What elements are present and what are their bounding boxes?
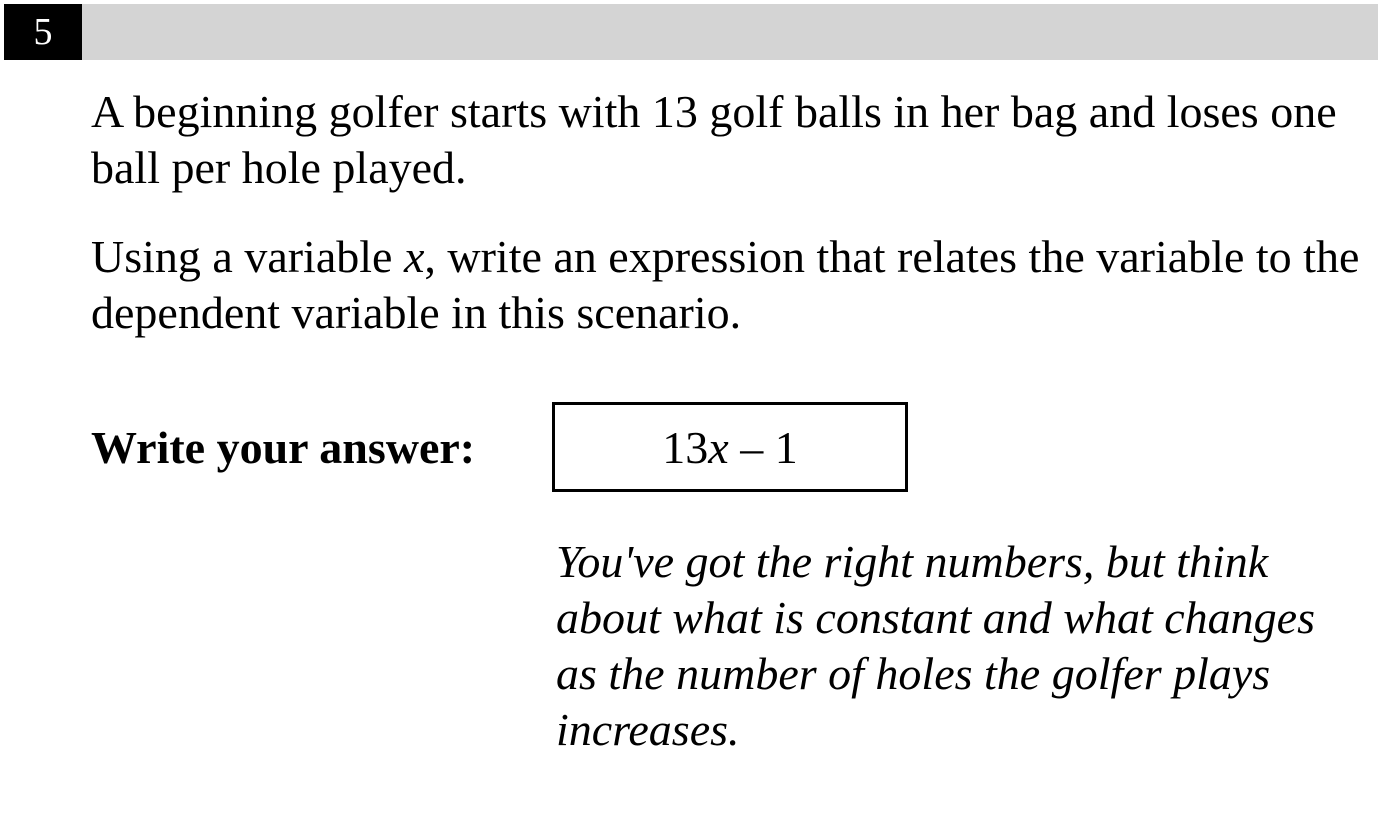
feedback-message: You've got the right numbers, but think about what is constant and what changes as the number of holes the golfer plays increases. (556, 536, 1315, 755)
prompt-text-end: , write an expression that relates the variable to the dependent variable in this scenario. (91, 231, 1360, 338)
question-stem: A beginning golfer starts with 13 golf balls in her bag and loses one ball per hole played. (91, 86, 1337, 193)
question-header-bar (4, 4, 1378, 60)
answer-coefficient: 13 (662, 421, 709, 473)
answer-constant: – 1 (728, 421, 798, 473)
question-prompt (91, 229, 1371, 341)
question-number-badge: 5 (4, 4, 82, 60)
prompt-text-start: Using a variable (91, 231, 404, 282)
prompt-variable: x (403, 231, 425, 282)
answer-variable: x (708, 421, 729, 473)
answer-label: Write your answer: (91, 422, 476, 473)
answer-field[interactable] (552, 402, 908, 492)
